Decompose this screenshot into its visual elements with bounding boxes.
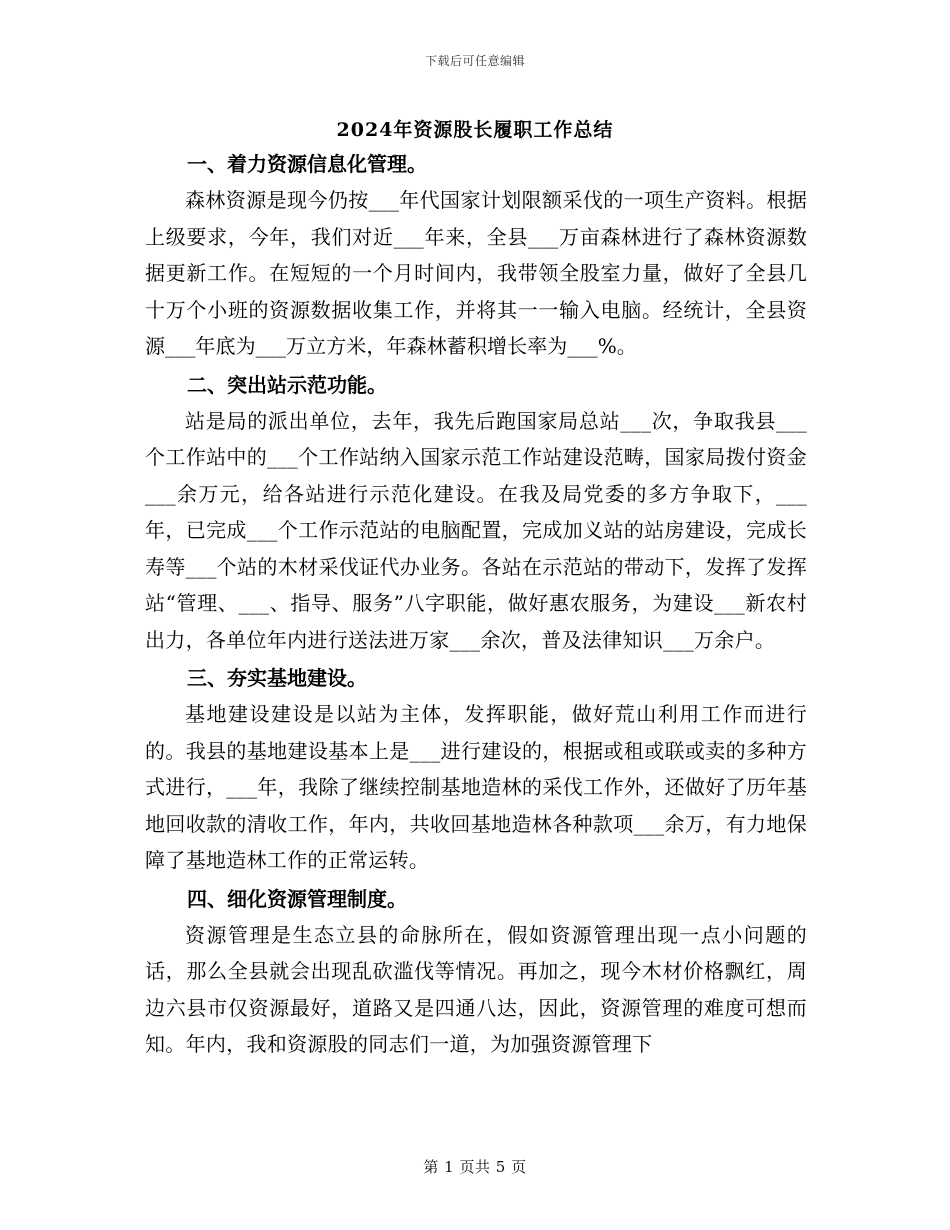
page-number: 第 1 页共 5 页 — [423, 1158, 527, 1176]
header-note: 下载后可任意编辑 — [424, 54, 525, 68]
document-body — [145, 146, 807, 1065]
section-paragraph: 站是局的派出单位，去年，我先后跑国家局总站___次，争取我县___个工作站中的___个工作站纳入国家示范工作站建设范畴，国家局拨付资金___余万元，给各站进行示范化建设。在我及局党委的多方争取下，___年，已完成___个工作示范站的电脑配置，完成加义站的站房建设，完成长寿等___个站的木材采伐证代办业务。各站在示范站的带动下，发挥了发挥站“管理、___、指导、服务”八字职能，做好惠农服务，为建设___新农村出力，各单位年内进行送法进万家___余次，普及法律知识___万余户。 — [145, 408, 807, 652]
section-paragraph: 资源管理是生态立县的命脉所在，假如资源管理出现一点小问题的话，那么全县就会出现乱砍滥伐等情况。再加之，现今木材价格飘红，周边六县市仅资源最好，道路又是四通八达，因此，资源管理的难度可想而知。年内，我和资源股的同志们一道，为加强资源管理下 — [145, 922, 807, 1056]
section-heading: 三、夯实基地建设。 — [187, 666, 367, 690]
section-heading: 一、着力资源信息化管理。 — [187, 152, 427, 176]
section-3 — [145, 660, 807, 879]
section-2 — [145, 367, 807, 659]
section-paragraph: 森林资源是现今仍按___年代国家计划限额采伐的一项生产资料。根据上级要求，今年，我们对近___年来，全县___万亩森林进行了森林资源数据更新工作。在短短的一个月时间内，我带领全股室力量，做好了全县几十万个小班的资源数据收集工作，并将其一一输入电脑。经统计，全县资源___年底为___万立方米，年森林蓄积增长率为___%。 — [145, 188, 807, 358]
section-heading: 二、突出站示范功能。 — [187, 372, 387, 397]
section-1 — [145, 146, 807, 365]
section-paragraph: 基地建设建设是以站为主体，发挥职能，做好荒山利用工作而进行的。我县的基地建设基本上是___进行建设的，根据或租或联或卖的多种方式进行，___年，我除了继续控制基地造林的采伐工作外，还做好了历年基地回收款的清收工作，年内，共收回基地造林各种款项___余万，有力地保障了基地造林工作的正常运转。 — [145, 702, 807, 872]
section-4 — [145, 881, 807, 1063]
section-heading: 四、细化资源管理制度。 — [187, 886, 407, 911]
document-title: 2024年资源股长履职工作总结 — [336, 119, 614, 141]
